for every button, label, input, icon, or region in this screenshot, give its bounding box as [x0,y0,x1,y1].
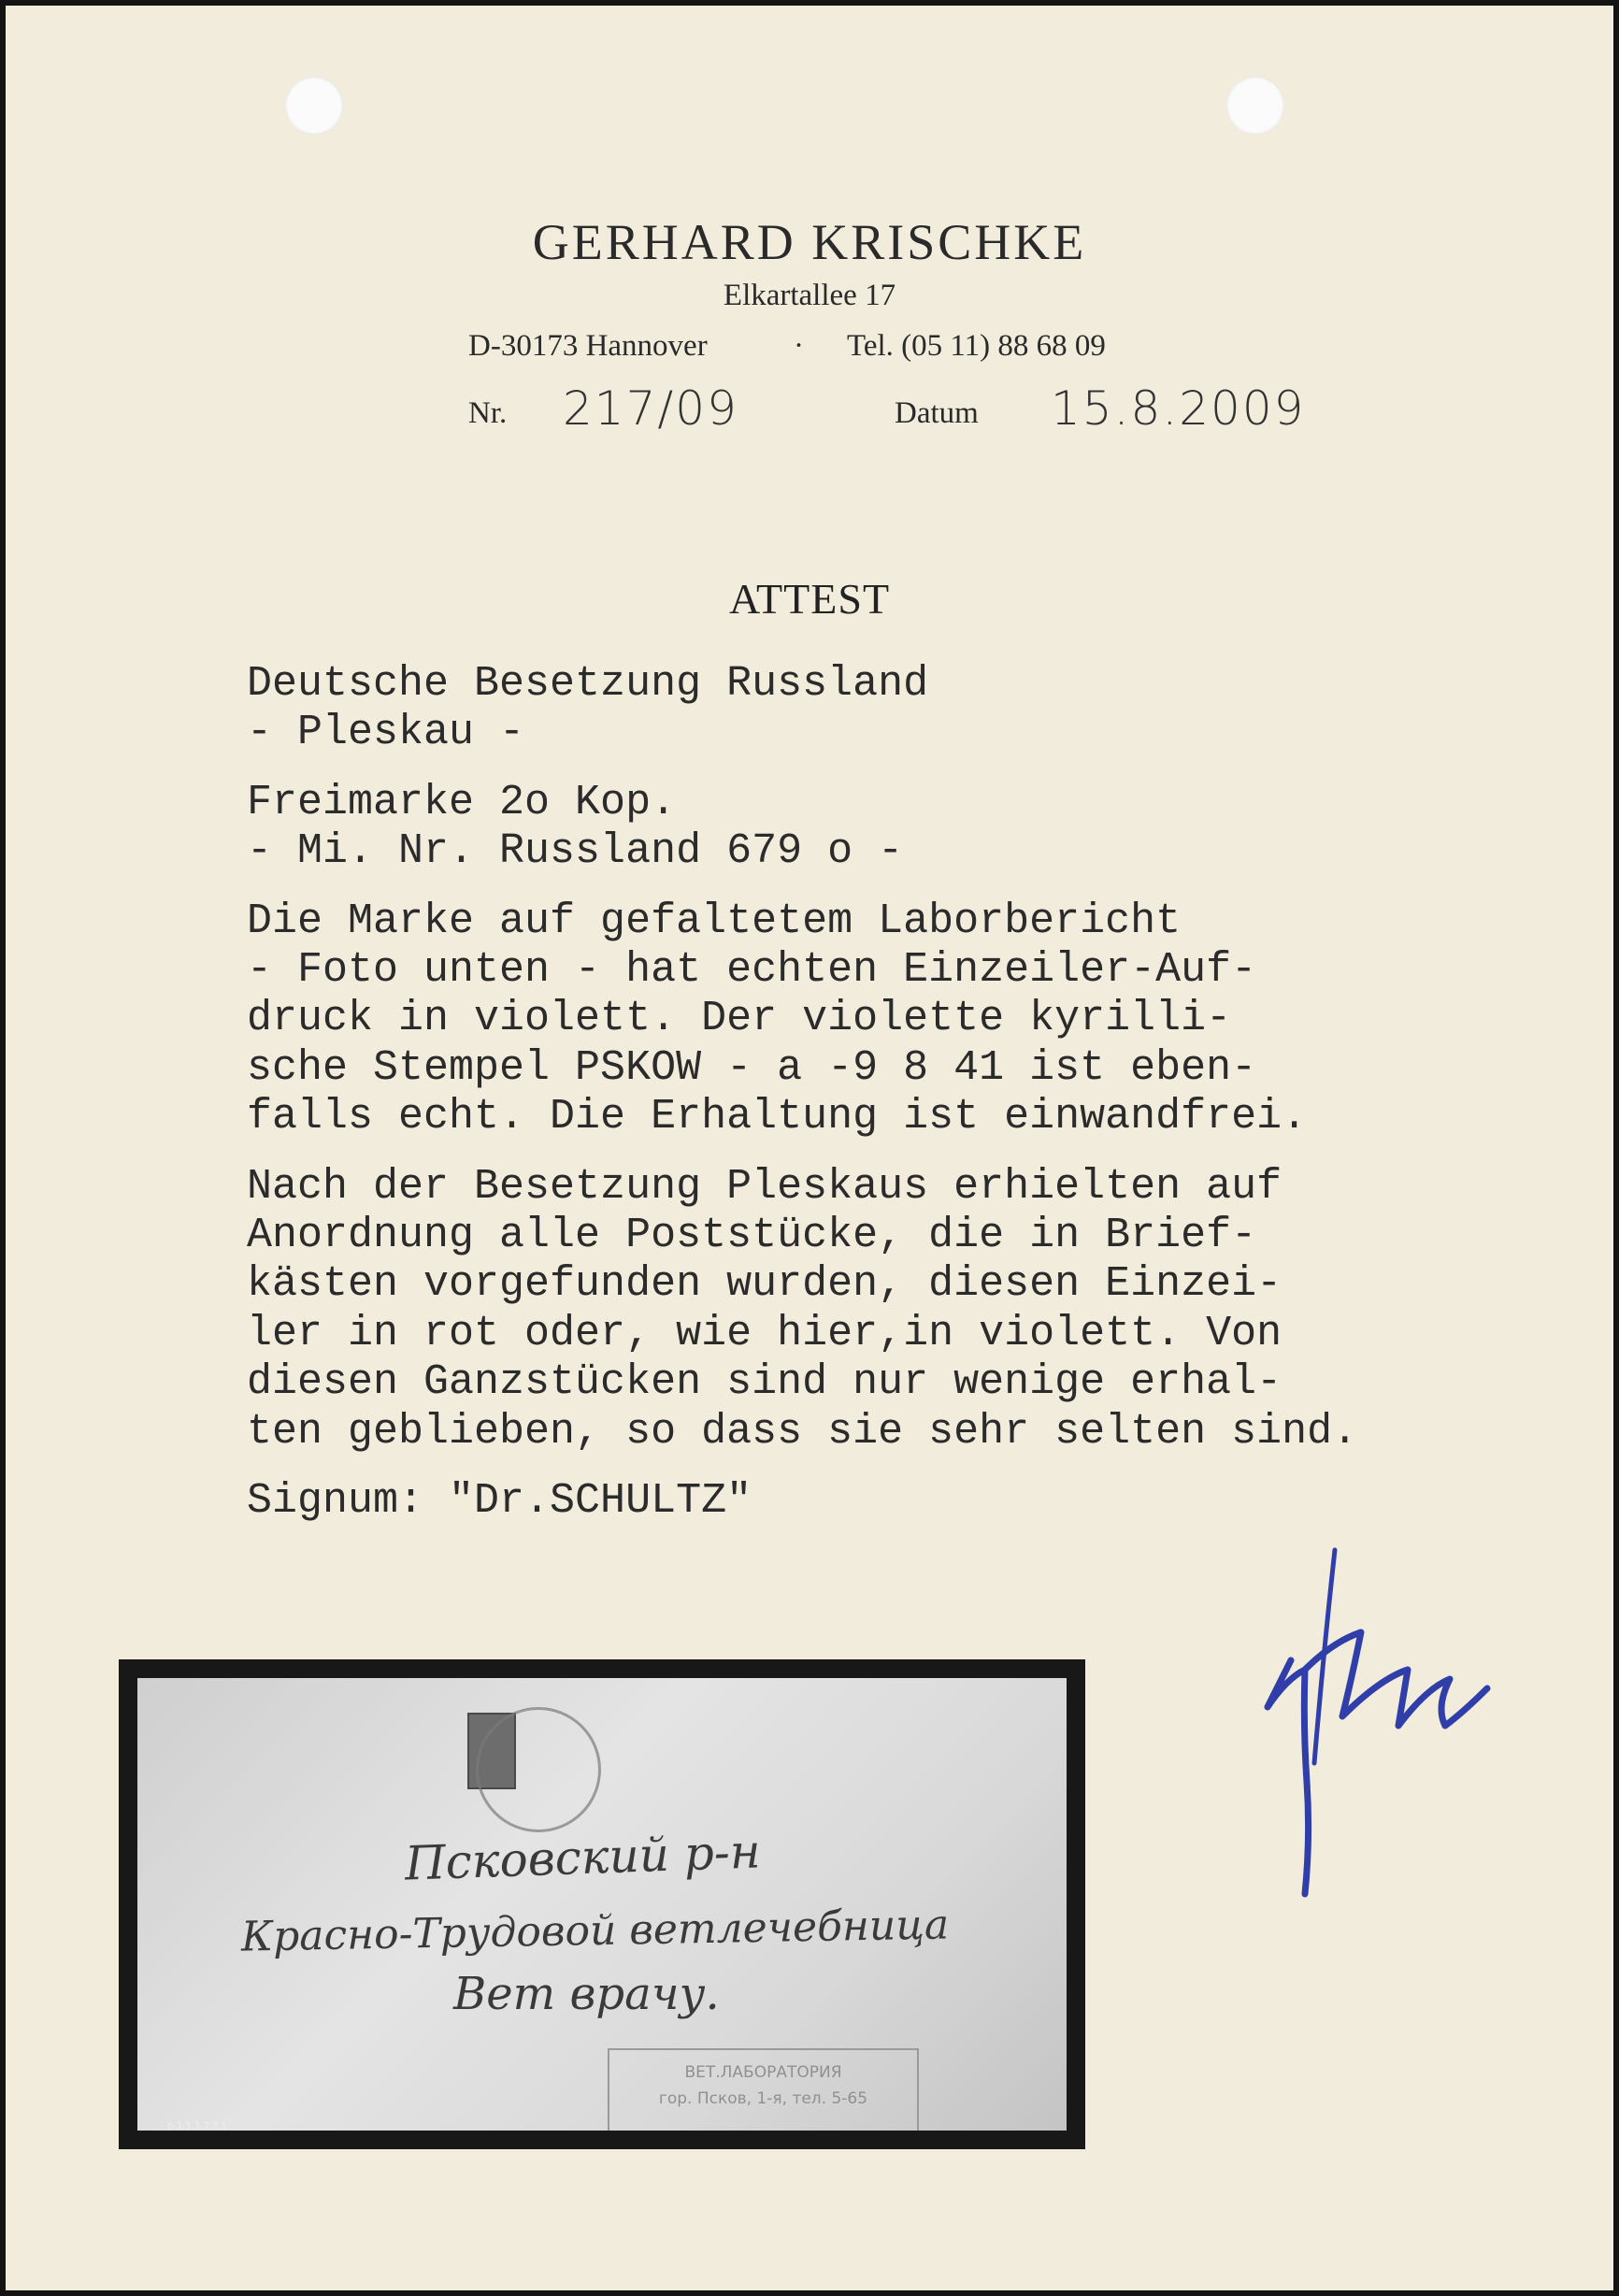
certificate-body [247,660,1574,1547]
text-line: - Pleskau - [247,709,525,757]
lab-stamp [608,2048,919,2131]
handwritten-line: Псковский р-н [404,1824,762,1891]
letterhead-phone: Tel. (05 11) 88 68 09 [847,329,1106,363]
cover-photo [137,1678,1067,2131]
lab-stamp-line: гор. Псков, 1-я, тел. 5-65 [658,2089,868,2108]
date-value: 15.8.2009 [1051,381,1306,436]
postmark-circle [476,1707,601,1832]
date-label: Datum [895,396,979,430]
punch-hole [1226,77,1284,135]
document-title: ATTEST [728,575,891,623]
text-line: Anordnung alle Poststücke, die in Brief- [247,1212,1257,1260]
text-line: Freimarke 2o Kop. [247,778,677,826]
text-line: Deutsche Besetzung Russland [247,660,929,708]
paragraph [247,779,1574,877]
paragraph [247,1477,1574,1526]
paragraph [247,897,1574,1142]
text-line: Nach der Besetzung Pleskaus erhielten auf [247,1162,1282,1211]
letterhead-name: GERHARD KRISCHKE [532,214,1087,270]
punch-hole [285,77,343,135]
text-line: kästen vorgefunden wurden, diesen Einzei- [247,1260,1282,1309]
text-line: - Mi. Nr. Russland 679 o - [247,827,904,876]
text-line: diesen Ganzstücken sind nur wenige erhal- [247,1358,1282,1407]
nr-value: 217/09 [563,381,738,436]
text-line: - Foto unten - hat echten Einzeiler-Auf- [247,946,1257,995]
letterhead-city: D-30173 Hannover [468,329,708,363]
text-line: Die Marke auf gefaltetem Laborbericht [247,897,1182,945]
nr-label: Nr. [468,396,508,430]
text-line: ler in rot oder, wie hier,in violett. Von [247,1309,1282,1357]
certificate-sheet [6,6,1613,2290]
photo-tag: 6-1.1.1.7.8.1 [167,2121,228,2131]
letterhead-street: Elkartallee 17 [723,279,896,312]
text-line: falls echt. Die Erhaltung ist einwandfrei. [247,1093,1308,1141]
signature-mark [1249,1539,1501,1913]
text-line: sche Stempel PSKOW - a -9 8 41 ist eben- [247,1043,1257,1092]
lab-stamp-line: ВЕТ.ЛАБОРАТОРИЯ [684,2063,842,2082]
cover-photo-frame [119,1659,1085,2149]
signum-line: Signum: "Dr.SCHULTZ" [247,1477,752,1526]
paragraph [247,660,1574,758]
handwritten-line: Вет врачу. [453,1968,720,2020]
text-line: ten geblieben, so dass sie sehr selten sind. [247,1407,1358,1456]
text-line: druck in violett. Der violette kyrilli- [247,995,1232,1043]
handwritten-line: Красно-Трудовой ветлечебница [240,1901,950,1961]
paragraph [247,1163,1574,1457]
letterhead-separator: · [794,329,804,363]
